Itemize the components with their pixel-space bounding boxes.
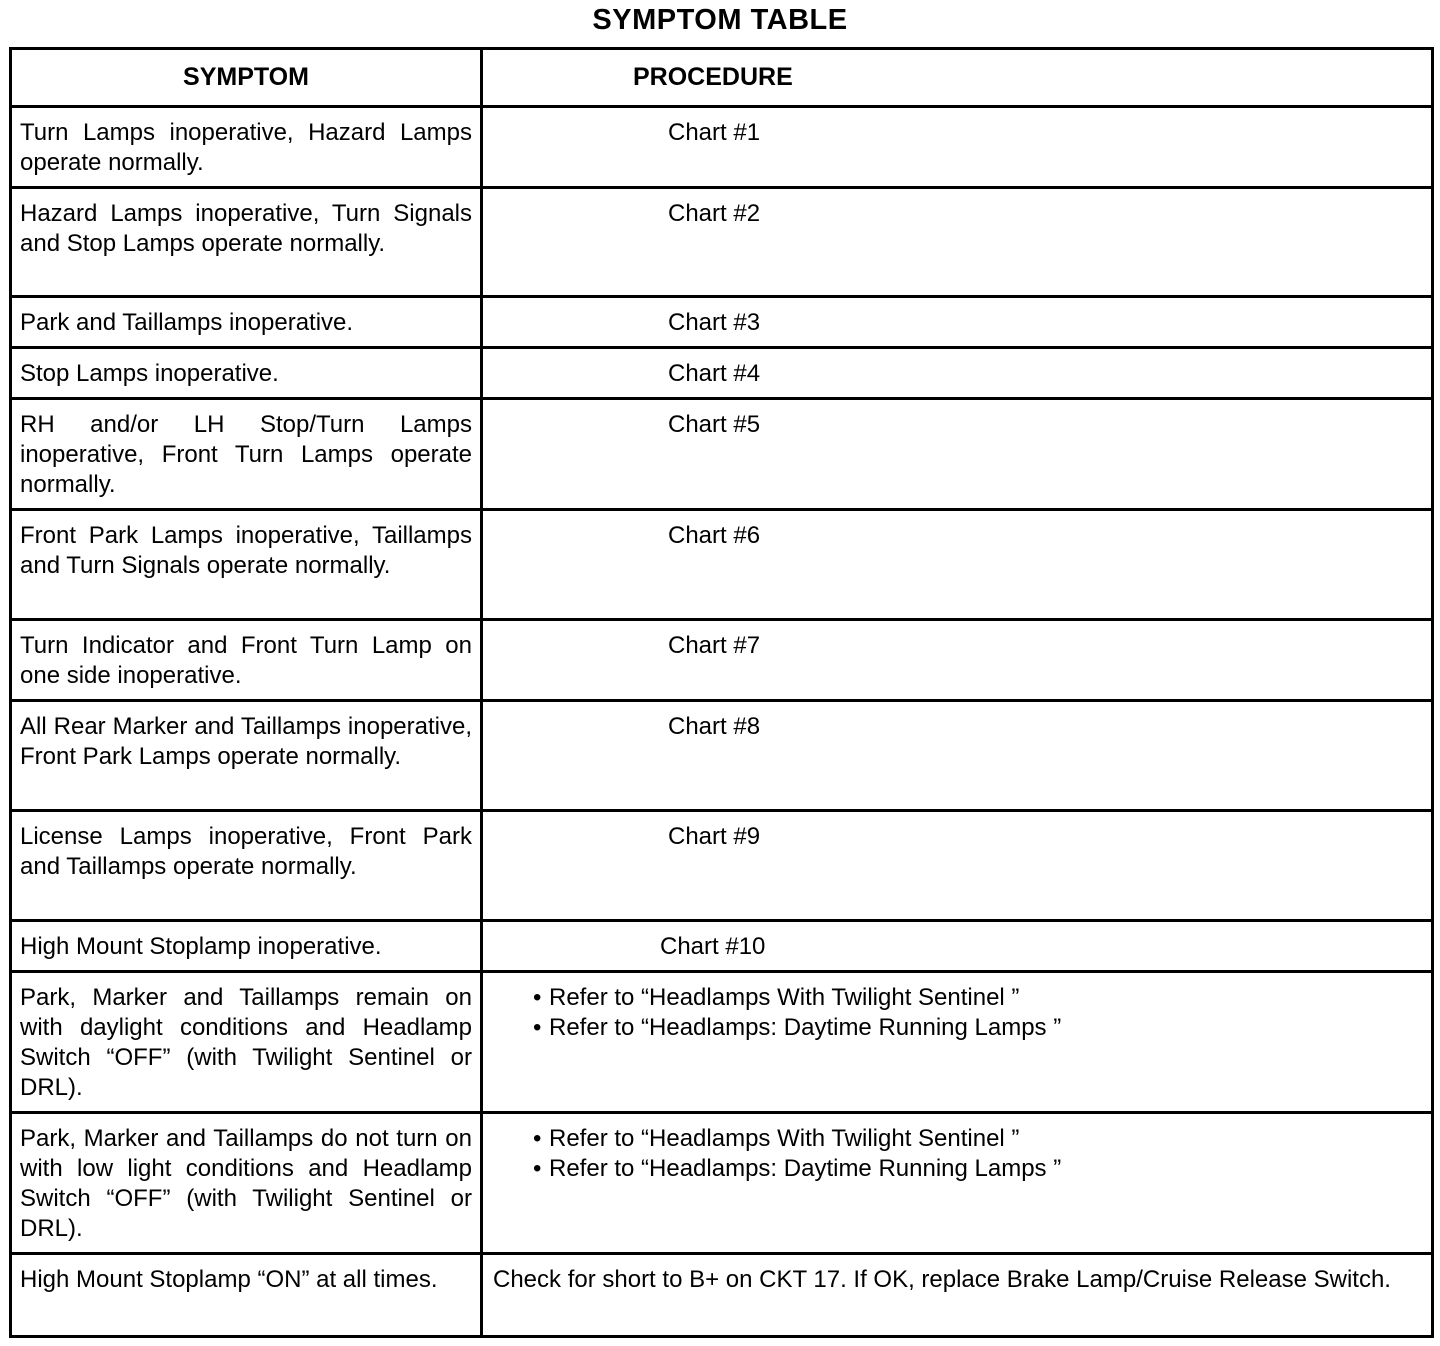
procedure-cell <box>482 188 1433 297</box>
reference-list <box>493 983 1421 1043</box>
chart-reference: Chart #7 <box>668 632 761 659</box>
procedure-cell: Check for short to B+ on CKT 17. If OK, replace Brake Lamp/Cruise Release Switch. <box>482 1254 1433 1337</box>
procedure-cell <box>482 1113 1433 1254</box>
symptom-table <box>9 47 1434 1338</box>
reference-item: • Refer to “Headlamps With Twilight Sentinel ” <box>533 1124 1421 1154</box>
reference-item: • Refer to “Headlamps With Twilight Sentinel ” <box>533 983 1421 1013</box>
reference-item: • Refer to “Headlamps: Daytime Running Lamps ” <box>533 1013 1421 1043</box>
symptom-cell: License Lamps inoperative, Front Park and Taillamps operate normally. <box>11 811 482 921</box>
table-row <box>11 107 1433 188</box>
chart-reference: Chart #9 <box>668 823 761 850</box>
symptom-cell: Hazard Lamps inoperative, Turn Signals and Stop Lamps operate normally. <box>11 188 482 297</box>
reference-item: • Refer to “Headlamps: Daytime Running Lamps ” <box>533 1154 1421 1184</box>
chart-reference: Chart #5 <box>668 411 761 438</box>
table-row <box>11 972 1433 1113</box>
column-header-procedure: PROCEDURE <box>482 49 1433 107</box>
chart-reference: Chart #10 <box>660 933 766 960</box>
procedure-cell <box>482 811 1433 921</box>
chart-reference: Chart #1 <box>668 119 761 146</box>
chart-reference: Chart #6 <box>668 522 761 549</box>
procedure-cell <box>482 107 1433 188</box>
symptom-cell: Front Park Lamps inoperative, Taillamps and Turn Signals operate normally. <box>11 510 482 620</box>
procedure-cell <box>482 701 1433 811</box>
chart-reference: Chart #3 <box>668 309 761 336</box>
symptom-cell: Turn Indicator and Front Turn Lamp on one side inoperative. <box>11 620 482 701</box>
page-title: SYMPTOM TABLE <box>592 4 848 36</box>
procedure-cell <box>482 510 1433 620</box>
symptom-cell: Park, Marker and Taillamps do not turn on with low light conditions and Headlamp Switch “OFF” (with Twilight Sentinel or DRL). <box>11 1113 482 1254</box>
table-row <box>11 811 1433 921</box>
chart-reference: Chart #2 <box>668 200 761 227</box>
column-header-symptom: SYMPTOM <box>11 49 482 107</box>
table-header-row <box>11 49 1433 107</box>
table-row <box>11 1113 1433 1254</box>
procedure-cell <box>482 972 1433 1113</box>
symptom-cell: Park and Taillamps inoperative. <box>11 297 482 348</box>
table-row <box>11 399 1433 510</box>
symptom-cell: All Rear Marker and Taillamps inoperative, Front Park Lamps operate normally. <box>11 701 482 811</box>
table-row <box>11 297 1433 348</box>
table-row <box>11 620 1433 701</box>
table-row <box>11 921 1433 972</box>
table-row <box>11 510 1433 620</box>
reference-list <box>493 1124 1421 1184</box>
procedure-cell <box>482 297 1433 348</box>
chart-reference: Chart #8 <box>668 713 761 740</box>
table-row <box>11 1254 1433 1337</box>
symptom-cell: RH and/or LH Stop/Turn Lamps inoperative, Front Turn Lamps operate normally. <box>11 399 482 510</box>
symptom-cell: Park, Marker and Taillamps remain on with daylight conditions and Headlamp Switch “OFF” (with Twilight Sentinel or DRL). <box>11 972 482 1113</box>
table-row <box>11 701 1433 811</box>
symptom-cell: Turn Lamps inoperative, Hazard Lamps operate normally. <box>11 107 482 188</box>
symptom-cell: Stop Lamps inoperative. <box>11 348 482 399</box>
symptom-cell: High Mount Stoplamp inoperative. <box>11 921 482 972</box>
procedure-cell <box>482 620 1433 701</box>
procedure-cell <box>482 348 1433 399</box>
procedure-cell <box>482 399 1433 510</box>
chart-reference: Chart #4 <box>668 360 761 387</box>
symptom-cell: High Mount Stoplamp “ON” at all times. <box>11 1254 482 1337</box>
table-row <box>11 348 1433 399</box>
table-row <box>11 188 1433 297</box>
procedure-cell <box>482 921 1433 972</box>
